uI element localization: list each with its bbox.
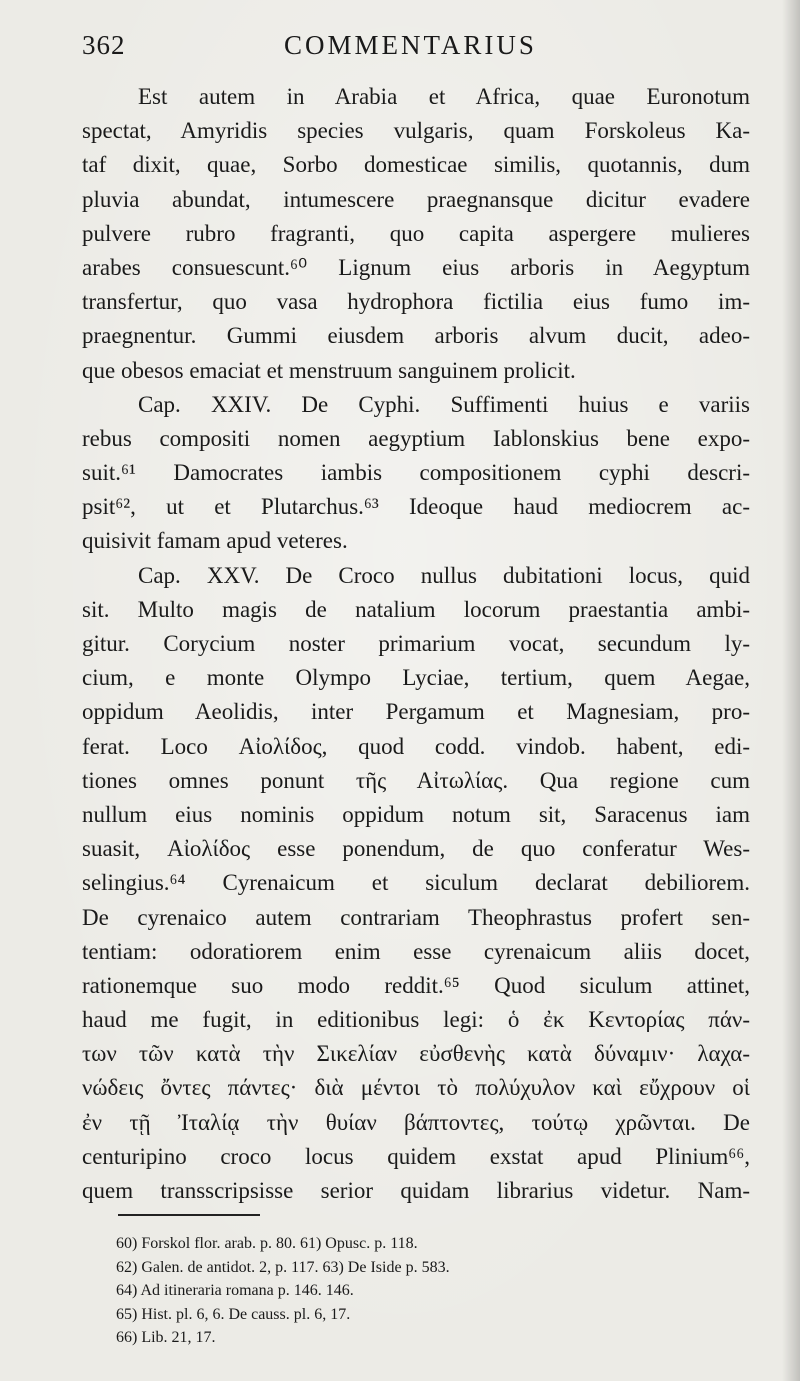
footnotes [116,1232,716,1350]
footnote: 60) Forskol flor. arab. p. 80. 61) Opusc. p. 118. [116,1235,418,1252]
text-line: Cap. XXV. De Croco nullus dubitationi locus, quid [138,562,750,588]
footnote: 65) Hist. pl. 6, 6. De causs. pl. 6, 17. [116,1305,351,1323]
body-text [82,80,750,1208]
text-line: spectat, Amyridis species vulgaris, quam Forskoleus Ka- [82,118,750,144]
text-line: suasit, Αἰολίδος esse ponendum, de quo conferatur Wes- [82,836,750,862]
text-line: gitur. Corycium noster primarium vocat, secundum ly- [82,631,750,656]
text-line: quisivit famam apud veteres. [82,528,348,554]
text-line: tiones omnes ponunt τῆς Αἰτωλίας. Qua regione cum [82,767,750,793]
text-line: suit.⁶¹ Damocrates iambis compositionem cyphi descri- [82,460,750,486]
footnote: 62) Galen. de antidot. 2, p. 117. 63) De Iside p. 583. [116,1258,450,1276]
text-line: Cap. XXIV. De Cyphi. Suffimenti huius e variis [138,391,750,417]
text-line: oppidum Aeolidis, inter Pergamum et Magnesiam, pro- [82,699,750,725]
page-edge-shadow [782,0,800,1381]
text-line: των τῶν κατὰ τὴν Σικελίαν εὐσθενὴς κατὰ δύναμιν· λαχα- [82,1041,750,1067]
text-line: ἐν τῇ Ἰταλίᾳ τὴν θυίαν βάπτοντες, τούτῳ χρῶνται. De [82,1109,750,1135]
text-line: haud me fugit, in editionibus legi: ὁ ἐκ Κεντορίας πάν- [82,1007,750,1033]
text-line: transfertur, quo vasa hydrophora fictilia eius fumo im- [82,289,750,315]
text-line: rebus compositi nomen aegyptium Iablonskius bene expo- [82,425,750,451]
page-number: 362 [82,30,126,60]
text-line: praegnentur. Gummi eiusdem arboris alvum ducit, adeo- [82,323,750,349]
text-line: sit. Multo magis de natalium locorum praestantia ambi- [82,596,750,622]
text-line: quem transscripsisse serior quidam librarius videtur. Nam- [82,1178,750,1203]
text-line: cium, e monte Olympo Lyciae, tertium, quem Aegae, [82,665,750,691]
text-line: rationemque suo modo reddit.⁶⁵ Quod siculum attinet, [82,972,750,998]
text-line: que obesos emaciat et menstruum sanguinem prolicit. [82,357,576,383]
text-line: pulvere rubro fragranti, quo capita aspergere mulieres [82,220,750,246]
text-line: selingius.⁶⁴ Cyrenaicum et siculum declarat debiliorem. [82,870,750,896]
running-head [82,30,762,70]
text-line: taf dixit, quae, Sorbo domesticae similis, quotannis, dum [82,152,750,178]
text-line: nullum eius nominis oppidum notum sit, Saracenus iam [82,801,750,827]
footnote: 64) Ad itineraria romana p. 146. 146. [116,1282,354,1300]
text-line: centuripino croco locus quidem exstat apud Plinium⁶⁶, [82,1143,750,1169]
footnote-separator-rule [118,1214,260,1216]
text-line: ferat. Loco Αἰολίδος, quod codd. vindob. habent, edi- [82,733,750,759]
footnote: 66) Lib. 21, 17. [116,1329,216,1347]
text-line: pluvia abundat, intumescere praegnansque dicitur evadere [82,186,750,212]
text-line: arabes consuescunt.⁶⁰ Lignum eius arboris in Aegyptum [82,254,750,280]
running-title: COMMENTARIUS [284,30,537,60]
text-line: De cyrenaico autem contrariam Theophrastus profert sen- [82,904,750,930]
text-line: νώδεις ὄντες πάντες· διὰ μέντοι τὸ πολύχυλον καὶ εὔχρουν οἱ [82,1075,750,1101]
text-line: Est autem in Arabia et Africa, quae Euronotum [138,84,750,109]
text-line: tentiam: odoratiorem enim esse cyrenaicum aliis docet, [82,938,750,964]
text-line: psit⁶², ut et Plutarchus.⁶³ Ideoque haud mediocrem ac- [82,494,750,520]
